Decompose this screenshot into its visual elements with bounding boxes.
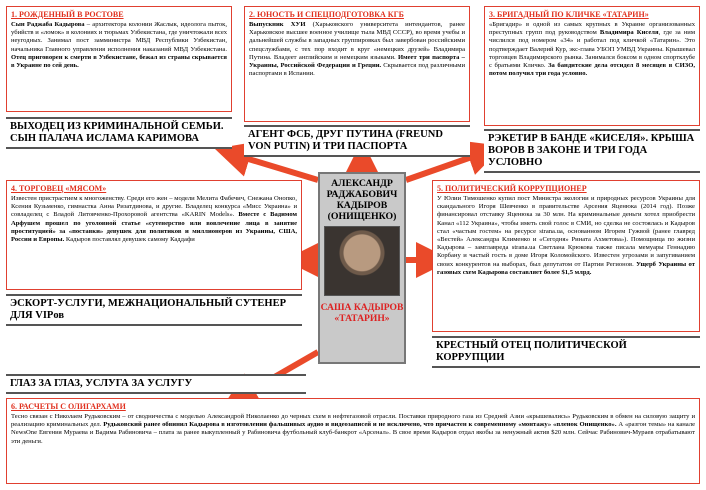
box4-text: Известен пристрастием к многоженству. Среди его жен – модели Мелита Фабечич, Снежана Онопко, Ксения Кузьменко, гимнастка Анна Ризатдинова, и другие. Владелец конкурса «Мисс Украина» и совладелец с Владой Литовченко-Прохоровой агентства «KARIN Models». Вместе с Вадимом Арфушем прошел по уголовной статье «сутенерство или вовлечение лица в занятие проституцией» за «поставки» девушек для политиков и миллионеров из Украины, США, России и Европы. Кадыров поставлял девушек самому Каддафи [11, 195, 297, 244]
box6-text: Тесно связан с Николаем Рудьковским – от сводничества с моделью Александрой Николаенко до черных схем в нефтегазовой отрасли. Поставки природного газа из Средней Азии «крышевались» Рудьковским в обмен на силовую защиту и реализацию криминальных дел. Рудьковский ранее обвинил Кадырова в изготовлении фальшивых аудио и видеозаписей и не исключено, что причастен к современному «монтажу» «пленок Онищенко». А «разгон темы» на канале NewsOne Евгения Мураева и Вадима Рабиновича – плата за ранее выкупленный у Рабиновича футбольный клуб-банкрот «Арсенал». В свое время Кадыров отдал якобы за ненужный актив $20 млн. Сейчас Рабинович-Мураев отрабатывают эти деньги. [11, 413, 695, 445]
box-brigadier-tatarin [484, 6, 700, 126]
box2-heading: 2. ЮНОСТЬ И СПЕЦПОДГОТОВКА КГБ [249, 10, 404, 19]
box-meat-trader [6, 180, 302, 290]
center-name: АЛЕКСАНДР РАДЖАБОВИЧ КАДЫРОВ (ОНИЩЕНКО) [326, 178, 398, 222]
center-alias: САША КАДЫРОВ «ТАТАРИН» [320, 302, 404, 324]
box3-text: «Бригадир» в одной из самых крупных в Украине организованных преступных групп под руководством Владимира Киселя, где за ним числился под номером «34» и работал под кличкой «Татарин». Это подтверждает Валерий Кур, экс-глава УБОП УМВД Украины. Крышевал торговцев Владимирского рынка. Занимался боксом в одном спортклубе с братьями Кличко. За бандитские дела отсидел 8 месяцев в СИЗО, потом получил три года условно. [489, 21, 695, 78]
caption-godfather: КРЕСТНЫЙ ОТЕЦ ПОЛИТИЧЕСКОЙ КОРРУПЦИИ [432, 336, 700, 368]
center-profile [318, 172, 406, 364]
box6-heading: 6. РАСЧЕТЫ С ОЛИГАРХАМИ [11, 402, 126, 411]
caption-fsb-agent: АГЕНТ ФСБ, ДРУГ ПУТИНА (FREUND VON PUTIN) И ТРИ ПАСПОРТА [244, 125, 470, 157]
box-political-corruption [432, 180, 700, 332]
arrow-to-box1 [232, 154, 318, 180]
box2-text: Выпускник ХУИ (Харьковского университета интендантов, ранее Харьковское высшее военное училище тыла МВД СССР), во время учебы и дальнейшей службы в западных группировках был завербован российскими спецслужбами, с тех пор входит в круг «немецких друзей» Владимира Путина. Владеет английским и немецким языками. Имеет три паспорта – Украины, Российской Федерации и Греции. Скрывается под различными паспортами в Испании. [249, 21, 465, 78]
portrait-photo [324, 226, 400, 296]
box1-heading: 1. РОЖДЕННЫЙ В РОСТОВЕ [11, 10, 124, 19]
caption-racketeer: РЭКЕТИР В БАНДЕ «КИСЕЛЯ». КРЫША ВОРОВ В ЗАКОНЕ И ТРИ ГОДА УСЛОВНО [484, 129, 700, 173]
caption-escort: ЭСКОРТ-УСЛУГИ, МЕЖНАЦИОНАЛЬНЫЙ СУТЕНЕР ДЛЯ VIPов [6, 294, 302, 326]
box-youth-kgb [244, 6, 470, 122]
caption-criminal-family: ВЫХОДЕЦ ИЗ КРИМИНАЛЬНОЙ СЕМЬИ. СЫН ПАЛАЧА ИСЛАМА КАРИМОВА [6, 117, 232, 149]
box1-text: Сын Раджаба Кадырова – архитектора колонии Жаслык, идеолога пыток, убийств и «ломок» в колониях и тюрьмах Узбекистана, где уничтожали всех неугодных. Занимал пост замминистра МВД Республики Узбекистан, начальника Главного управления исполнения наказаний МВД Узбекистана. Отец приговорен к смерти в Узбекистане, бежал из страны скрывается в Украине по сей день. [11, 21, 227, 70]
box5-heading: 5. ПОЛИТИЧЕСКИЙ КОРРУПЦИОНЕР [437, 184, 587, 193]
box5-text: У Юлии Тимошенко купил пост Министра экологии и природных ресурсов Украины для скандального Игоря Шевченко в правительстве Арсения Яценюка (2014 год). Позже финансировал отставку Яценюка за 30 млн. На криминальные деньги хотел приобрести Канал «112 Украина», чтобы иметь свой голос в СМИ, но сделка не состоялась и Кадыров стал «частым гостем» на ресурсе strana.ua, основанном Игорем Гужвой (ранее главред «Вестей» Александра Клименко и «Сегодня» Рината Ахметова»). Помощница по жизни Кадырова – замглавреда strana.ua Светлана Крюкова также писала мемуары Геннадию Корбану и частый гость в доме Игоря Коломойского. Известен угрозами и запугиванием своих конкурентов на выборах, был депутатом от Партии Регионов. Ущерб Украины от газовых схем Кадырова составляет более $1,5 млрд. [437, 195, 695, 276]
box4-heading: 4. ТОРГОВЕЦ «МЯСОМ» [11, 184, 107, 193]
box-born-in-rostov [6, 6, 232, 112]
caption-eye-for-eye: ГЛАЗ ЗА ГЛАЗ, УСЛУГА ЗА УСЛУГУ [6, 374, 306, 394]
box-oligarchs [6, 398, 700, 484]
box3-heading: 3. БРИГАДНЫЙ ПО КЛИЧКЕ «ТАТАРИН» [489, 10, 649, 19]
